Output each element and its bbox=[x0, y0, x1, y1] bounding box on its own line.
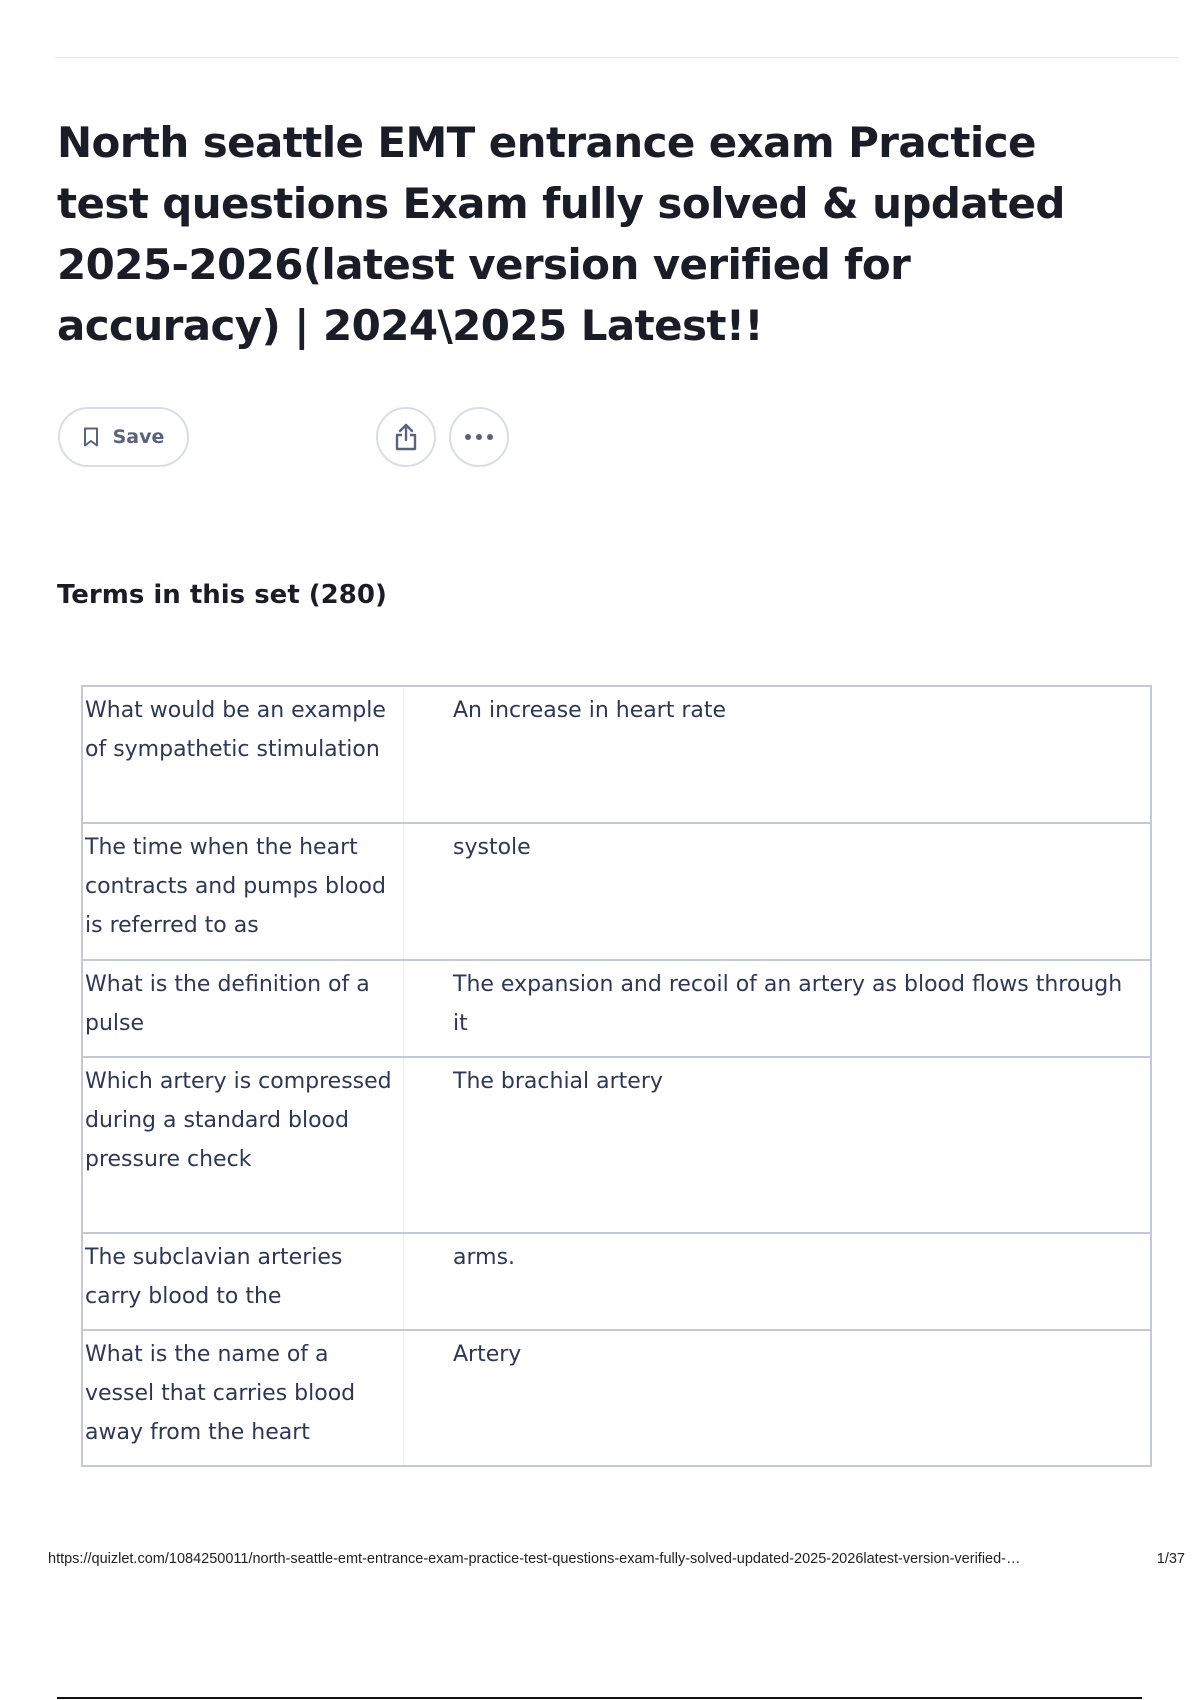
more-horizontal-icon bbox=[464, 433, 494, 441]
definition-text: An increase in heart rate bbox=[453, 698, 727, 723]
terms-table bbox=[81, 685, 1152, 1467]
term-text: What would be an example of sympathetic stimulation bbox=[83, 687, 404, 822]
page-number: 1/37 bbox=[1156, 1551, 1185, 1567]
definition-text: systole bbox=[453, 835, 531, 860]
save-button[interactable] bbox=[58, 407, 189, 467]
definition-text: The brachial artery bbox=[453, 1069, 663, 1094]
term-row[interactable] bbox=[83, 1331, 1150, 1467]
definition-text: arms. bbox=[453, 1245, 516, 1270]
term-row[interactable] bbox=[83, 824, 1150, 961]
header-divider bbox=[55, 57, 1178, 58]
term-row[interactable] bbox=[83, 961, 1150, 1058]
terms-heading: Terms in this set (280) bbox=[57, 580, 387, 610]
term-row[interactable] bbox=[83, 1234, 1150, 1331]
definition-text: The expansion and recoil of an artery as blood flows through it bbox=[453, 972, 1123, 1036]
term-text: Which artery is compressed during a standard blood pressure check bbox=[83, 1058, 404, 1232]
share-icon bbox=[393, 422, 419, 452]
term-row[interactable] bbox=[83, 1058, 1150, 1234]
bookmark-icon bbox=[83, 427, 99, 447]
print-url: https://quizlet.com/1084250011/north-seattle-emt-entrance-exam-practice-test-questions-exam-fully-solved-updated-2025-2026latest-version-verified-… bbox=[48, 1551, 1021, 1567]
definition-text: Artery bbox=[453, 1342, 522, 1367]
save-button-label: Save bbox=[112, 426, 165, 448]
term-text: The subclavian arteries carry blood to the bbox=[83, 1234, 404, 1329]
more-options-button[interactable] bbox=[449, 407, 509, 467]
term-text: The time when the heart contracts and pumps blood is referred to as bbox=[83, 824, 404, 959]
share-button[interactable] bbox=[376, 407, 436, 467]
page-bottom-divider bbox=[57, 1697, 1142, 1699]
term-text: What is the definition of a pulse bbox=[83, 961, 404, 1056]
term-row[interactable] bbox=[83, 687, 1150, 824]
term-text: What is the name of a vessel that carries blood away from the heart bbox=[83, 1331, 404, 1465]
page-title: North seattle EMT entrance exam Practice test questions Exam fully solved & updated 2025-2026(latest version verified for accuracy) | 2024\2025 Latest!! bbox=[57, 118, 1065, 350]
